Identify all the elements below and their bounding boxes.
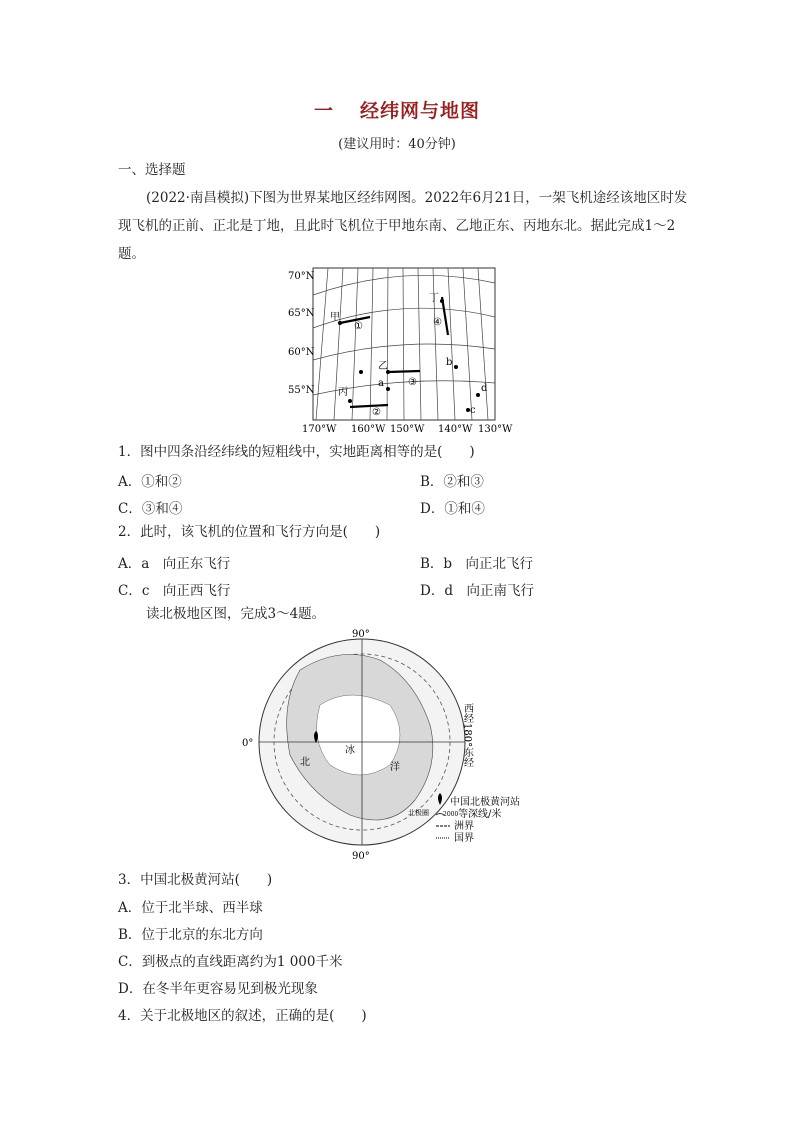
- question-2-stem: 2．此时，该飞机的位置和飞行方向是( ): [118, 524, 381, 540]
- suggested-time: (建议用时：40分钟): [338, 137, 456, 152]
- graticule-figure: [288, 265, 528, 437]
- segment-1: ①: [354, 321, 363, 332]
- ocean-char-bing: 冰: [345, 745, 355, 756]
- q1-option-d: D．①和④: [420, 501, 485, 517]
- ocean-char-yang: 洋: [390, 762, 400, 773]
- lat-label-70: 70°N: [288, 271, 315, 282]
- q2-option-d: D．d 向正南飞行: [420, 583, 534, 599]
- q3-option-c: C．到极点的直线距离约为1 000千米: [118, 954, 343, 970]
- point-b: b: [446, 357, 453, 368]
- place-yi: 乙: [378, 361, 388, 372]
- place-ding: 丁: [429, 293, 439, 304]
- q2-option-a: A．a 向正东飞行: [118, 556, 231, 572]
- segment-4: ④: [433, 317, 442, 328]
- label-0: 0°: [242, 738, 254, 749]
- arctic-circle-label: 北极圈: [408, 809, 429, 817]
- lat-label-65: 65°N: [288, 308, 315, 319]
- label-180: 西经180°东经: [461, 703, 473, 768]
- q1-option-b: B．②和③: [420, 474, 484, 490]
- q3-option-a: A．位于北半球、西半球: [118, 900, 263, 916]
- q3-option-b: B．位于北京的东北方向: [118, 927, 263, 943]
- intro-paragraph: (2022·南昌模拟)下图为世界某地区经纬网图。2022年6月21日，一架飞机途经该地区时发现飞机的正前、正北是丁地，且此时飞机位于甲地东南、乙地正东、丙地东北。据此完成1～2题。: [118, 190, 688, 262]
- question-3-stem: 3．中国北极黄河站( ): [118, 872, 273, 888]
- legend-continent: 洲界: [454, 821, 474, 832]
- title-number: 一: [313, 100, 334, 122]
- q2-option-b: B．b 向正北飞行: [420, 556, 534, 572]
- lat-label-60: 60°N: [288, 347, 315, 358]
- question-1-stem: 1．图中四条沿经纬线的短粗线中，实地距离相等的是( ): [118, 444, 475, 460]
- q2-option-c: C．c 向正西飞行: [118, 583, 231, 599]
- q3-option-d: D．在冬半年更容易见到极光现象: [118, 981, 318, 997]
- point-a: a: [378, 378, 384, 389]
- q1-option-c: C．③和④: [118, 501, 183, 517]
- label-90-bottom: 90°: [352, 851, 370, 862]
- lon-label-130w: 130°W: [478, 424, 513, 435]
- label-90-top: 90°: [352, 629, 370, 640]
- legend-border: 国界: [454, 833, 474, 844]
- place-bing: 丙: [338, 387, 348, 398]
- lon-label-160w: 160°W: [351, 424, 386, 435]
- read-map-instruction: 读北极地区图，完成3～4题。: [146, 606, 326, 622]
- lat-label-55: 55°N: [288, 385, 315, 396]
- legend-depth-sample: 2000: [443, 811, 459, 818]
- legend-station: 中国北极黄河站: [450, 797, 520, 808]
- point-c: c: [470, 405, 476, 416]
- place-jia: 甲: [330, 312, 340, 323]
- lon-label-140w: 140°W: [438, 424, 473, 435]
- question-4-stem: 4．关于北极地区的叙述，正确的是( ): [118, 1008, 367, 1024]
- title-text: 经纬网与地图: [360, 100, 481, 122]
- point-d: d: [481, 383, 488, 394]
- lon-label-150w: 150°W: [390, 424, 425, 435]
- legend-depth: 等深线/米: [458, 809, 502, 820]
- segment-2: ②: [372, 407, 381, 418]
- place-dots: [338, 299, 480, 412]
- ocean-char-bei: 北: [300, 757, 310, 768]
- q1-option-a: A．①和②: [118, 474, 182, 490]
- section-label: 一、选择题: [118, 162, 186, 178]
- page-title: [0, 96, 794, 123]
- segment-3: ③: [408, 377, 417, 388]
- arctic-map-figure: [240, 625, 560, 865]
- lon-label-170w: 170°W: [302, 424, 337, 435]
- arctic-ocean: [317, 695, 400, 775]
